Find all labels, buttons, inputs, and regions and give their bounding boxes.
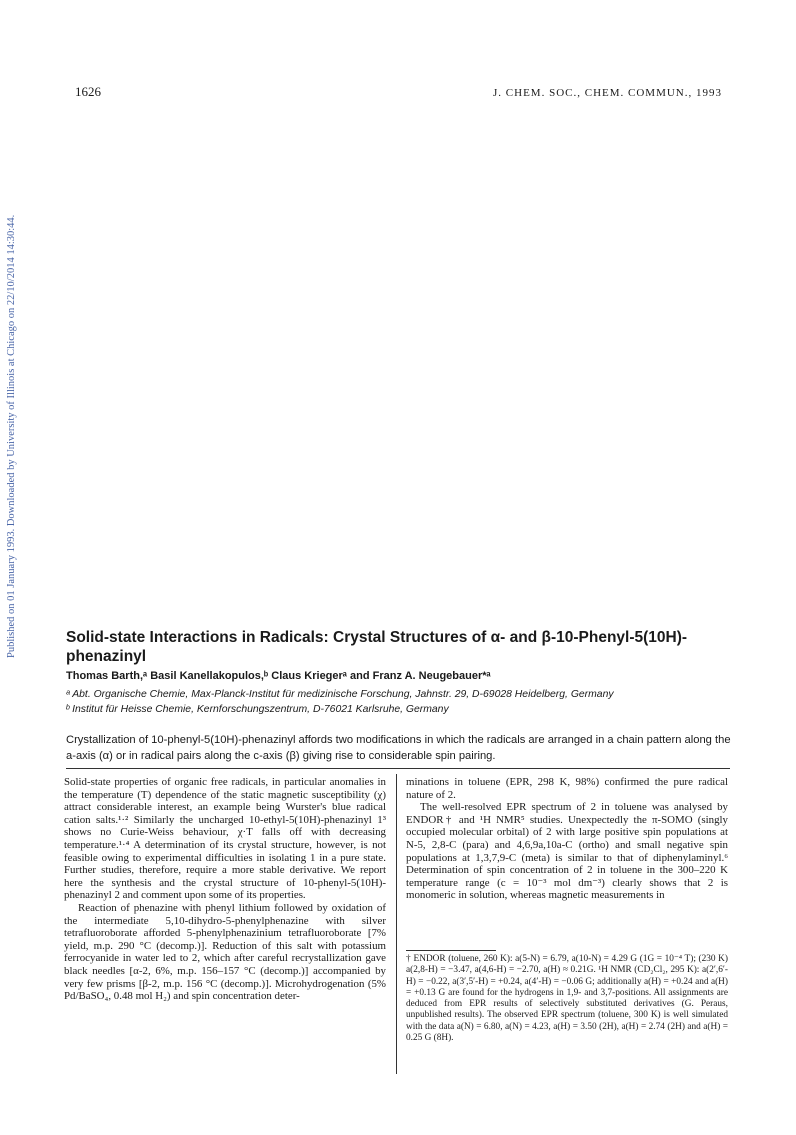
affiliation-b: ᵇ Institut für Heisse Chemie, Kernforschungszentrum, D-76021 Karlsruhe, Germany <box>66 704 449 715</box>
section-divider <box>66 768 730 769</box>
body-paragraph: Reaction of phenazine with phenyl lithium followed by oxidation of the intermediate 5,10-dihydro-5-phenylphenazine with silver tetrafluoroborate afforded 5-phenylphenazinium tetrafluoroborate [7% yield, m.p. 290 °C (decomp.)]. Reduction of this salt with potassium ferrocyanide in water led to 2, which after careful recrystallization gave black needles [α-2, 6%, m.p. 156–157 °C (decomp.)] accompanied by very few prisms [β-2, m.p. 156 °C (decomp.)]. Microhydrogenation (5% Pd/BaSO₄, 0.48 mol H₂) and spin concentration deter- <box>64 901 386 1003</box>
author-list: Thomas Barth,ᵃ Basil Kanellakopulos,ᵇ Claus Kriegerᵃ and Franz A. Neugebauer*ᵃ <box>66 670 491 682</box>
abstract: Crystallization of 10-phenyl-5(10H)-phenazinyl affords two modifications in which the radicals are arranged in a chain pattern along the a-axis (α) or in radical pairs along the c-axis (β) giving rise to considerable spin pairing. <box>66 734 731 762</box>
column-divider <box>396 774 397 1074</box>
footnote-divider <box>406 950 496 951</box>
download-watermark: Published on 01 January 1993. Downloaded by University of Illinois at Chicago on 22/10/2014 14:30:44. <box>6 214 17 658</box>
body-paragraph: Solid-state properties of organic free radicals, in particular anomalies in the temperature (T) dependence of the static magnetic susceptibility (χ) attract considerable interest, an example being Wurster's blue radical cation salts.¹·² Similarly the uncharged 10-ethyl-5(10H)-phenazinyl 1³ shows no Curie-Weiss behaviour, χ·T falls off with decreasing temperature.¹·⁴ A determination of its crystal structure, however, is not feasible owing to experimental difficulties in isolating 1 in a pure state. Further studies, therefore, require a more stable derivative. We report here the synthesis and the crystal structure of 10-phenyl-5(10H)-phenazinyl 2 and comment upon some of its properties. <box>64 776 386 902</box>
body-paragraph: The well-resolved EPR spectrum of 2 in toluene was analysed by ENDOR† and ¹H NMR⁵ studies. Unexpectedly the π-SOMO (singly occupied molecular orbital) of 2 with large positive spin populations at N-5, 2,8-C (para) and 4,6,9a,10a-C (ortho) and small negative spin populations at 1,3,7,9-C (meta) is similar to that of diphenylaminyl.⁶ Determination of spin concentration of 2 in toluene in the 300–220 K temperature range (c = 10⁻³ mol dm⁻³) clearly shows that 2 is monomeric in solution, whereas magnetic measurements in <box>406 801 728 902</box>
journal-header: J. CHEM. SOC., CHEM. COMMUN., 1993 <box>493 87 722 99</box>
body-column-right <box>406 776 728 902</box>
article-title: Solid-state Interactions in Radicals: Crystal Structures of α- and β-10-Phenyl-5(10H)-phenazinyl <box>66 629 688 665</box>
body-column-left <box>64 776 386 1003</box>
footnote: † ENDOR (toluene, 260 K): a(5-N) = 6.79, a(10-N) = 4.29 G (1G = 10⁻⁴ T); (230 K) a(2,8-H) = −3.47, a(4,6-H) = −2.70, a(H) ≈ 0.21G. ¹H NMR (CD₂Cl₂, 295 K): a(2′,6′-H) = −0.22, a(3′,5′-H) = +0.24, a(4′-H) = −0.06 G; additionally a(H) = +0.24 and a(H) = +0.13 G are found for the hydrogens in 1,9- and 3,7-positions. All assignments are deduced from EPR results of selectively substituted derivatives (G. Peraus, unpublished results). The observed EPR spectrum (toluene, 300 K) is well simulated with the data a(N) = 6.80, a(N) = 4.23, a(H) = 3.50 (2H), a(H) = 2.74 (2H) and a(H) = 0.25 G (8H). <box>406 954 728 1044</box>
body-paragraph: minations in toluene (EPR, 298 K, 98%) confirmed the pure radical nature of 2. <box>406 776 728 801</box>
affiliation-a: ᵃ Abt. Organische Chemie, Max-Planck-Institut für medizinische Forschung, Jahnstr. 29, D-69028 Heidelberg, Germany <box>66 689 614 700</box>
page-number: 1626 <box>75 84 101 99</box>
